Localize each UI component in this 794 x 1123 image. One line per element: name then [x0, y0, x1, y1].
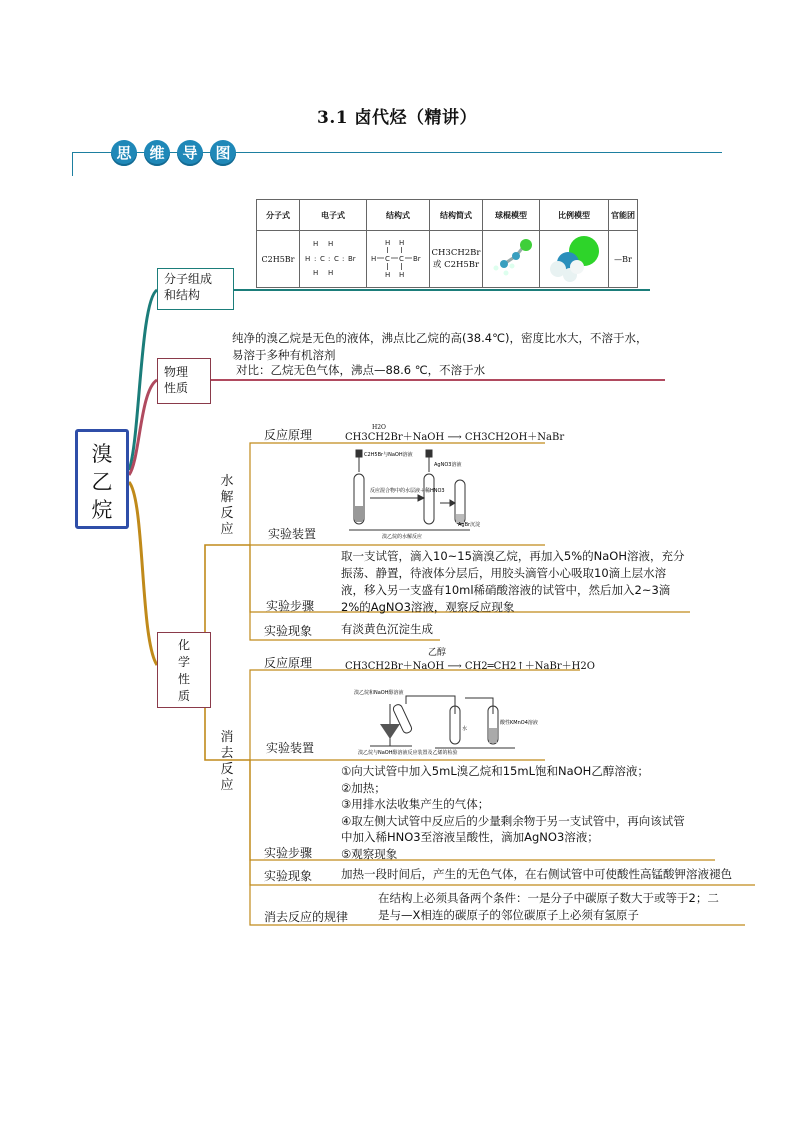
banner-char-3: 导	[177, 140, 203, 166]
hydrolysis-apparatus-diagram	[340, 448, 500, 540]
branch-structure	[157, 268, 234, 310]
table-header: 分子式	[257, 200, 300, 231]
elimination-char: 消	[220, 730, 234, 745]
apparatus-caption: 酸性KMnO4溶液	[500, 720, 538, 726]
banner-char-4: 图	[210, 140, 236, 166]
branch-chemical-label-1: 化	[177, 638, 190, 652]
svg-text:H: H	[305, 255, 311, 263]
electron-formula-icon	[303, 238, 363, 278]
elimination-step-line: ③用排水法收集产生的气体；	[341, 797, 490, 811]
svg-text:H: H	[385, 271, 391, 278]
table-header: 比例模型	[540, 200, 609, 231]
hydrolysis-step-line: 液，移入另一支盛有10ml稀硝酸溶液的试管中，然后加入2~3滴	[341, 583, 671, 597]
hydrolysis-apparatus-label: 实验装置	[268, 527, 317, 541]
svg-text:Br: Br	[413, 255, 421, 263]
elimination-principle-label: 反应原理	[264, 656, 313, 670]
branch-physical	[157, 358, 211, 404]
branch-physical-label-2: 性质	[164, 381, 189, 395]
functional-group: —Br	[609, 231, 638, 288]
apparatus-caption: 水	[462, 726, 468, 732]
hydrolysis-condition: H2O	[372, 424, 386, 431]
hydrolysis-step-line: 振荡、静置，待液体分层后，用胶头滴管小心吸取10滴上层水溶	[341, 566, 667, 580]
physical-line-2: 易溶于多种有机溶剂	[232, 348, 336, 362]
table-header: 官能团	[609, 200, 638, 231]
elimination-phenomenon: 加热一段时间后，产生的无色气体，在右侧试管中可使酸性高锰酸钾溶液褪色	[341, 867, 732, 881]
svg-text::: :	[328, 255, 331, 263]
branch-chemical-label-3: 性	[177, 672, 190, 686]
table-header: 电子式	[300, 200, 367, 231]
branch-structure-label-2: 和结构	[164, 288, 201, 302]
apparatus-caption: 溴乙烷与NaOH醇溶液反应装置及乙烯的检验	[358, 750, 458, 756]
hydrolysis-char: 反	[220, 506, 234, 521]
svg-text:H: H	[328, 269, 334, 277]
svg-text::: :	[342, 255, 345, 263]
svg-text:C: C	[320, 255, 325, 263]
elimination-phenomenon-label: 实验现象	[264, 869, 313, 883]
elimination-char: 反	[220, 762, 234, 777]
table-header: 球棍模型	[483, 200, 540, 231]
ball-stick-model	[483, 231, 540, 288]
page-title: 3.1 卤代烃（精讲）	[317, 108, 477, 128]
hydrolysis-steps	[341, 548, 701, 616]
elimination-step-line: ④取左侧大试管中反应后的少量剩余物于另一支试管中，再向该试管	[341, 813, 685, 828]
branch-structure-label-1: 分子组成	[164, 272, 213, 286]
table-cell-formula: C2H5Br	[257, 231, 300, 288]
elimination-rule-line: 是与—X相连的碳原子的邻位碳原子上必须有氢原子	[378, 908, 639, 922]
structural-formula-icon	[369, 238, 427, 278]
svg-text:C: C	[385, 255, 390, 263]
svg-text::: :	[314, 255, 317, 263]
branch-physical-label-1: 物理	[164, 365, 189, 379]
elimination-rule	[378, 890, 748, 924]
root-char-3: 烷	[91, 498, 113, 522]
elimination-steps-label: 实验步骤	[264, 846, 313, 860]
electron-formula	[300, 231, 367, 288]
ball-stick-model-icon	[486, 236, 536, 280]
branch-chemical-label-4: 质	[177, 689, 190, 703]
svg-text:C: C	[399, 255, 404, 263]
elimination-condition: 乙醇	[428, 648, 447, 658]
structural-simple-line-1: CH3CH2Br	[431, 248, 481, 258]
elimination-rule-label: 消去反应的规律	[264, 910, 349, 924]
root-char-1: 溴	[91, 442, 113, 466]
branch-chemical-label-2: 学	[177, 655, 190, 669]
elimination-step-line: 中加入稀HNO3至溶液呈酸性，滴加AgNO3溶液；	[341, 830, 599, 844]
hydrolysis-step-line: 取一支试管，滴入10~15滴溴乙烷，再加入5%的NaOH溶液，充分	[341, 549, 685, 563]
hydrolysis-char: 解	[220, 490, 234, 505]
svg-text:H: H	[371, 255, 377, 263]
structural-formula	[367, 231, 430, 288]
elimination-rule-line: 在结构上必须具备两个条件：一是分子中碳原子数大于或等于2；二	[378, 891, 719, 905]
svg-text:H: H	[399, 239, 405, 247]
svg-text:C: C	[334, 255, 339, 263]
structural-simple	[430, 231, 483, 288]
hydrolysis-label	[219, 474, 235, 538]
space-filling-model	[540, 231, 609, 288]
hydrolysis-phenomenon-label: 实验现象	[264, 624, 313, 638]
banner-char-2: 维	[144, 140, 170, 166]
svg-text:H: H	[385, 239, 391, 247]
apparatus-caption: 反应混合物中的水层液＋稀HNO3	[370, 488, 445, 494]
svg-text:H: H	[399, 271, 405, 278]
physical-description	[232, 330, 702, 364]
hydrolysis-equation: CH3CH2Br＋NaOH ⟶ CH3CH2OH＋NaBr	[345, 432, 565, 443]
elimination-char: 去	[220, 746, 234, 761]
elimination-label	[219, 730, 235, 794]
space-filling-model-icon	[544, 233, 604, 283]
elimination-equation: CH3CH2Br＋NaOH ⟶ CH2═CH2↑＋NaBr＋H2O	[345, 661, 595, 672]
elimination-step-line: ①向大试管中加入5mL溴乙烷和15mL饱和NaOH乙醇溶液；	[341, 764, 649, 778]
svg-text:H: H	[328, 240, 334, 248]
elimination-apparatus-label: 实验装置	[266, 741, 315, 755]
table-header: 结构简式	[430, 200, 483, 231]
root-node	[75, 429, 129, 529]
apparatus-caption: AgBr沉淀	[458, 522, 481, 528]
hydrolysis-char: 应	[220, 522, 234, 537]
structure-table	[256, 199, 638, 288]
apparatus-caption: C2H5Br与NaOH溶液	[364, 452, 413, 458]
apparatus-caption: 溴乙烷和NaOH醇溶液	[354, 690, 404, 696]
elimination-char: 应	[220, 778, 234, 793]
banner-char-1: 思	[111, 140, 137, 166]
elimination-steps	[341, 763, 721, 862]
svg-text:H: H	[313, 269, 319, 277]
branch-chemical	[157, 632, 211, 708]
apparatus-caption: 溴乙烷的水解反应	[382, 534, 423, 540]
table-header: 结构式	[367, 200, 430, 231]
svg-text:Br: Br	[348, 255, 356, 263]
hydrolysis-step-line: 2%的AgNO3溶液，观察反应现象	[341, 600, 515, 614]
elimination-step-line: ②加热；	[341, 780, 386, 795]
svg-text:H: H	[313, 240, 319, 248]
root-char-2: 乙	[91, 470, 113, 494]
physical-contrast: 对比：乙烷无色气体，沸点—88.6 ℃，不溶于水	[236, 363, 486, 377]
physical-line-1: 纯净的溴乙烷是无色的液体，沸点比乙烷的高(38.4℃)，密度比水大，不溶于水，	[232, 331, 648, 345]
elimination-apparatus-diagram	[340, 684, 540, 756]
elimination-step-line: ⑤观察现象	[341, 846, 398, 861]
hydrolysis-char: 水	[220, 474, 234, 489]
apparatus-caption: AgNO3溶液	[434, 462, 462, 468]
hydrolysis-principle-label: 反应原理	[264, 428, 313, 442]
hydrolysis-phenomenon: 有淡黄色沉淀生成	[341, 622, 433, 636]
structural-simple-line-2: 或 C2H5Br	[432, 260, 480, 270]
hydrolysis-steps-label: 实验步骤	[266, 599, 315, 613]
